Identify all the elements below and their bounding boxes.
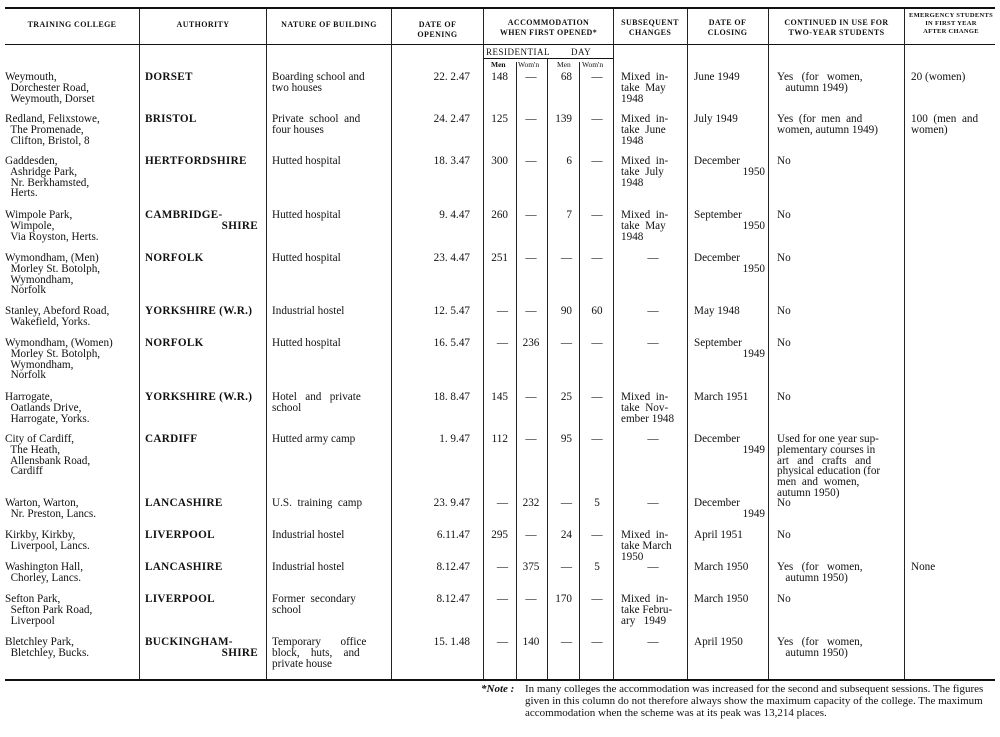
day_men-cell: 90	[560, 305, 572, 317]
closing-cell: December	[694, 155, 740, 167]
changes-cell: Mixed in-	[621, 593, 669, 605]
changes-cell: Mixed in-	[621, 71, 669, 83]
closing-cell: December	[694, 497, 740, 509]
college-cell: Morley St. Botolph,	[5, 347, 101, 360]
changes-cell: 1948	[621, 92, 644, 105]
closing-cell: April 1950	[694, 636, 743, 648]
col-divider	[139, 9, 140, 679]
day_women-cell: —	[591, 636, 603, 648]
nature-cell: Hutted hospital	[272, 252, 341, 264]
res_men-cell: —	[496, 593, 508, 605]
res_women-cell: —	[525, 113, 537, 125]
authority-cell: LANCASHIRE	[145, 497, 223, 509]
college-cell: Sefton Park Road,	[5, 603, 93, 616]
college-cell: Harrogate, Yorks.	[5, 412, 90, 425]
changes-cell: ember 1948	[621, 412, 675, 425]
header-continued: CONTINUED IN USE FOR TWO-YEAR STUDENTS	[784, 18, 889, 37]
day_women-cell: —	[591, 71, 603, 83]
continued-cell: autumn 1950)	[777, 646, 848, 659]
header-changes: SUBSEQUENT CHANGES	[621, 18, 679, 37]
changes-cell: take Nov-	[621, 401, 669, 414]
footnote	[481, 683, 991, 719]
day_men-cell: 7	[566, 209, 572, 221]
day_women-cell: —	[591, 337, 603, 349]
nature-cell: Hutted army camp	[272, 433, 356, 445]
nature-cell: four houses	[272, 123, 324, 136]
changes-cell: —	[647, 497, 659, 509]
college-cell: Clifton, Bristol, 8	[5, 134, 90, 147]
nature-cell: private house	[272, 657, 332, 670]
changes-cell: Mixed in-	[621, 391, 669, 403]
college-cell: Morley St. Botolph,	[5, 262, 101, 275]
continued-cell: Yes (for women,	[777, 636, 863, 648]
header-rule	[5, 44, 995, 45]
res_women-cell: —	[525, 529, 537, 541]
res_women-cell: —	[525, 433, 537, 445]
subheader-residential: RESIDENTIAL	[486, 47, 550, 57]
opening-cell: 8.12.47	[436, 561, 470, 573]
college-cell: Sefton Park,	[5, 593, 61, 605]
opening-cell: 12. 5.47	[433, 305, 470, 317]
res_men-cell: —	[496, 497, 508, 509]
res_men-cell: 145	[491, 391, 508, 403]
nature-cell: Temporary office	[272, 636, 367, 648]
continued-cell: No	[777, 209, 791, 221]
closing-cell: March 1950	[694, 561, 749, 573]
subheader-res-women: Wom'n	[518, 60, 540, 69]
closing-cell: 1950	[742, 165, 765, 178]
changes-cell: take June	[621, 123, 666, 136]
day_women-cell: 60	[591, 305, 603, 317]
res_men-cell: 295	[491, 529, 508, 541]
day_women-cell: 5	[594, 561, 600, 573]
continued-cell: men and women,	[777, 476, 860, 489]
closing-cell: September	[694, 337, 742, 349]
day_men-cell: 139	[555, 113, 572, 125]
changes-cell: Mixed in-	[621, 529, 669, 541]
changes-cell: take Febru-	[621, 603, 673, 616]
day_women-cell: 5	[594, 497, 600, 509]
college-cell: Allensbank Road,	[5, 454, 91, 467]
college-cell: The Promenade,	[5, 123, 84, 136]
continued-cell: Yes (for women,	[777, 71, 863, 83]
changes-cell: 1948	[621, 134, 644, 147]
emergency-cell: women)	[911, 123, 948, 136]
day_men-cell: —	[560, 561, 572, 573]
res_men-cell: 125	[491, 113, 508, 125]
college-cell: Wymondham,	[5, 358, 74, 371]
college-cell: Cardiff	[5, 465, 43, 478]
college-cell: Wymondham,	[5, 273, 74, 286]
authority-cell: HERTFORDSHIRE	[145, 155, 247, 167]
authority-cell: LIVERPOOL	[145, 529, 215, 541]
continued-cell: Used for one year sup-	[777, 433, 879, 445]
college-cell: Wymondham, (Women)	[5, 337, 113, 349]
opening-cell: 8.12.47	[436, 593, 470, 605]
res_women-cell: —	[525, 155, 537, 167]
res_men-cell: 112	[491, 433, 508, 445]
nature-cell: two houses	[272, 81, 323, 94]
day_men-cell: —	[560, 497, 572, 509]
res_women-cell: 232	[522, 497, 540, 509]
closing-cell: December	[694, 252, 740, 264]
col-divider	[266, 9, 267, 679]
nature-cell: Private school and	[272, 113, 361, 125]
day_men-cell: —	[560, 636, 572, 648]
col-divider	[687, 9, 688, 679]
day_women-cell: —	[591, 113, 603, 125]
changes-cell: —	[647, 636, 659, 648]
college-cell: Washington Hall,	[5, 561, 84, 573]
day_men-cell: 6	[566, 155, 572, 167]
footnote-label: *Note :	[481, 683, 515, 695]
res_women-cell: —	[525, 305, 537, 317]
nature-cell: Boarding school and	[272, 71, 365, 83]
college-cell: Norfolk	[5, 284, 47, 297]
day_women-cell: —	[591, 593, 603, 605]
opening-cell: 18. 3.47	[433, 155, 470, 167]
header-authority: AUTHORITY	[176, 20, 230, 29]
college-cell: Via Royston, Herts.	[5, 230, 99, 243]
continued-cell: No	[777, 337, 791, 349]
opening-cell: 23. 4.47	[433, 252, 470, 264]
college-cell: Stanley, Abeford Road,	[5, 305, 110, 317]
opening-cell: 1. 9.47	[439, 433, 470, 445]
authority-cell: LIVERPOOL	[145, 593, 215, 605]
continued-cell: women, autumn 1949)	[777, 123, 878, 136]
changes-cell: Mixed in-	[621, 155, 669, 167]
day_men-cell: —	[560, 337, 572, 349]
nature-cell: Industrial hostel	[272, 529, 345, 541]
changes-cell: take July	[621, 165, 664, 178]
opening-cell: 15. 1.48	[433, 636, 470, 648]
closing-cell: 1950	[742, 219, 765, 232]
continued-cell: autumn 1950)	[777, 571, 848, 584]
day_men-cell: 25	[560, 391, 572, 403]
day_women-cell: —	[591, 252, 603, 264]
changes-cell: —	[647, 337, 659, 349]
closing-cell: December	[694, 433, 740, 445]
day_women-cell: —	[591, 391, 603, 403]
authority-cell: YORKSHIRE (W.R.)	[145, 305, 253, 317]
college-cell: Nr. Berkhamsted,	[5, 176, 90, 189]
continued-cell: No	[777, 391, 791, 403]
college-cell: Wimpole,	[5, 219, 55, 232]
continued-cell: No	[777, 593, 791, 605]
continued-cell: autumn 1949)	[777, 81, 848, 94]
opening-cell: 16. 5.47	[433, 337, 470, 349]
nature-cell: school	[272, 401, 302, 414]
college-cell: Gaddesden,	[5, 155, 58, 167]
college-cell: Harrogate,	[5, 391, 53, 403]
continued-cell: plementary courses in	[777, 443, 876, 456]
res_men-cell: 251	[491, 252, 508, 264]
college-cell: Oatlands Drive,	[5, 401, 82, 414]
college-cell: Dorchester Road,	[5, 81, 89, 94]
closing-cell: March 1951	[694, 391, 749, 403]
college-cell: Redland, Felixstowe,	[5, 113, 100, 125]
college-cell: Kirkby, Kirkby,	[5, 529, 76, 541]
closing-cell: April 1951	[694, 529, 743, 541]
res_women-cell: —	[525, 593, 537, 605]
res_women-cell: —	[525, 209, 537, 221]
res_women-cell: —	[525, 71, 537, 83]
changes-cell: 1950	[621, 550, 644, 563]
closing-cell: June 1949	[694, 71, 740, 83]
col-divider	[904, 9, 905, 679]
authority-cell: CARDIFF	[145, 433, 198, 445]
opening-cell: 23. 9.47	[433, 497, 470, 509]
res_men-cell: 300	[491, 155, 508, 167]
day_women-cell: —	[591, 155, 603, 167]
day_men-cell: 95	[560, 433, 572, 445]
res_men-cell: 148	[491, 71, 508, 83]
college-cell: Bletchley, Bucks.	[5, 646, 90, 659]
closing-cell: May 1948	[694, 305, 740, 317]
continued-cell: No	[777, 305, 791, 317]
col-divider	[547, 58, 548, 679]
closing-cell: September	[694, 209, 742, 221]
subheader-day-women: Wom'n	[582, 60, 604, 69]
nature-cell: school	[272, 603, 302, 616]
day_women-cell: —	[591, 529, 603, 541]
closing-cell: March 1950	[694, 593, 749, 605]
emergency-cell: None	[911, 561, 936, 573]
day_men-cell: —	[560, 252, 572, 264]
emergency-cell: 100 (men and	[911, 113, 979, 125]
opening-cell: 6.11.47	[436, 529, 470, 541]
header-nature: NATURE OF BUILDING	[281, 20, 377, 29]
res_men-cell: —	[496, 305, 508, 317]
closing-cell: 1950	[742, 262, 765, 275]
opening-cell: 24. 2.47	[433, 113, 470, 125]
col-divider	[768, 9, 769, 679]
changes-cell: —	[647, 252, 659, 264]
college-cell: Weymouth,	[5, 71, 57, 83]
bottom-rule	[5, 679, 995, 681]
changes-cell: 1948	[621, 176, 644, 189]
college-cell: Warton, Warton,	[5, 497, 79, 509]
nature-cell: Former secondary	[272, 593, 356, 605]
authority-cell: LANCASHIRE	[145, 561, 223, 573]
changes-cell: 1948	[621, 230, 644, 243]
changes-cell: take March	[621, 539, 672, 552]
res_women-cell: 140	[522, 636, 540, 648]
nature-cell: block, huts, and	[272, 646, 360, 659]
res_men-cell: —	[496, 337, 508, 349]
authority-cell: NORFOLK	[145, 337, 204, 349]
changes-cell: ary 1949	[621, 614, 667, 627]
authority-cell: BUCKINGHAM-	[145, 636, 233, 648]
college-cell: Chorley, Lancs.	[5, 571, 82, 584]
col-divider	[391, 9, 392, 679]
closing-cell: 1949	[742, 507, 765, 520]
nature-cell: U.S. training camp	[272, 497, 363, 509]
nature-cell: Hutted hospital	[272, 337, 341, 349]
day_women-cell: —	[591, 433, 603, 445]
res_men-cell: 260	[491, 209, 508, 221]
res_women-cell: —	[525, 391, 537, 403]
header-emergency: EMERGENCY STUDENTS IN FIRST YEAR AFTER CHANGE	[908, 12, 994, 35]
footnote-text: In many colleges the accommodation was increased for the second and subsequent sessions. The figures given in this column do not therefore always show the maximum capacity of the college. The maximum accommodation when the scheme was at its peak was 13,214 places.	[525, 683, 984, 719]
continued-cell: No	[777, 155, 791, 167]
college-cell: Wimpole Park,	[5, 209, 73, 221]
header-accommodation: ACCOMMODATION WHEN FIRST OPENED*	[499, 18, 598, 37]
college-cell: Norfolk	[5, 369, 47, 382]
college-cell: Liverpool, Lancs.	[5, 539, 90, 552]
day_men-cell: 24	[560, 529, 572, 541]
continued-cell: physical education (for	[777, 465, 881, 478]
day_women-cell: —	[591, 209, 603, 221]
continued-cell: autumn 1950)	[777, 487, 840, 499]
authority-cell: SHIRE	[221, 646, 258, 659]
college-cell: Ashridge Park,	[5, 165, 78, 178]
header-closing: DATE OF CLOSING	[707, 18, 748, 37]
authority-cell: CAMBRIDGE-	[145, 209, 223, 221]
changes-cell: —	[647, 305, 659, 317]
nature-cell: Hutted hospital	[272, 209, 341, 221]
opening-cell: 22. 2.47	[433, 71, 470, 83]
subheader-rule	[483, 58, 613, 59]
nature-cell: Industrial hostel	[272, 305, 345, 317]
college-cell: The Heath,	[5, 443, 61, 456]
closing-cell: 1949	[742, 443, 765, 456]
res_women-cell: —	[525, 252, 537, 264]
nature-cell: Hutted hospital	[272, 155, 341, 167]
closing-cell: July 1949	[694, 113, 738, 125]
changes-cell: —	[647, 433, 659, 445]
college-cell: Herts.	[5, 187, 38, 200]
changes-cell: —	[647, 561, 659, 573]
changes-cell: take May	[621, 219, 666, 232]
col-divider	[579, 62, 580, 679]
nature-cell: Industrial hostel	[272, 561, 345, 573]
opening-cell: 18. 8.47	[433, 391, 470, 403]
changes-cell: Mixed in-	[621, 209, 669, 221]
college-cell: Wymondham, (Men)	[5, 252, 99, 264]
header-college: TRAINING COLLEGE	[27, 20, 117, 29]
changes-cell: take May	[621, 81, 666, 94]
continued-cell: No	[777, 497, 791, 509]
authority-cell: NORFOLK	[145, 252, 204, 264]
authority-cell: DORSET	[145, 71, 193, 83]
college-cell: Weymouth, Dorset	[5, 92, 95, 105]
college-cell: Nr. Preston, Lancs.	[5, 507, 97, 520]
day_men-cell: 170	[555, 593, 572, 605]
college-cell: City of Cardiff,	[5, 433, 75, 445]
res_men-cell: —	[496, 636, 508, 648]
authority-cell: YORKSHIRE (W.R.)	[145, 391, 253, 403]
authority-cell: SHIRE	[221, 219, 258, 232]
changes-cell: Mixed in-	[621, 113, 669, 125]
subheader-day: DAY	[571, 47, 592, 57]
res_men-cell: —	[496, 561, 508, 573]
college-cell: Bletchley Park,	[5, 636, 74, 648]
col-divider	[516, 62, 517, 679]
continued-cell: Yes (for women,	[777, 561, 863, 573]
res_women-cell: 375	[522, 561, 540, 573]
college-cell: Liverpool	[5, 614, 55, 627]
closing-cell: 1949	[742, 347, 765, 360]
day_men-cell: 68	[560, 71, 572, 83]
opening-cell: 9. 4.47	[439, 209, 470, 221]
top-rule	[5, 7, 995, 9]
continued-cell: No	[777, 252, 791, 264]
continued-cell: No	[777, 529, 791, 541]
continued-cell: art and crafts and	[777, 454, 872, 467]
continued-cell: Yes (for men and	[777, 113, 863, 125]
emergency-cell: 20 (women)	[911, 71, 966, 83]
authority-cell: BRISTOL	[145, 113, 197, 125]
res_women-cell: 236	[522, 337, 540, 349]
header-opening: DATE OF OPENING	[417, 20, 458, 39]
college-cell: Wakefield, Yorks.	[5, 315, 91, 328]
nature-cell: Hotel and private	[272, 391, 361, 403]
subheader-day-men: Men	[557, 60, 571, 69]
subheader-res-men: Men	[491, 60, 506, 69]
